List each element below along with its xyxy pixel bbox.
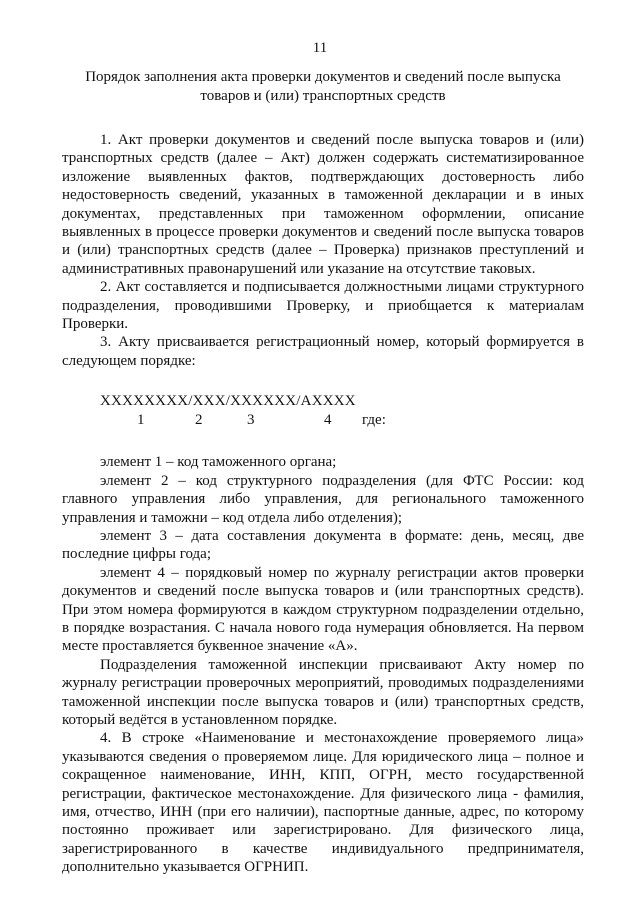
element-number-2: 2 (195, 412, 203, 429)
registration-number-pattern: XXXXXXXX/XXX/XXXXXX/AXXXX (100, 393, 356, 410)
registration-number-format (100, 392, 584, 431)
element-number-3: 3 (247, 412, 255, 429)
inspection-numbering-paragraph: Подразделения таможенной инспекции присваивают Акту номер по журналу регистрации проверочных мероприятий, проводимых подразделениями таможенной инспекции после выпуска товаров и (или) транспортных средств, который ведётся в установленном порядке. (62, 656, 584, 728)
element-3-description: элемент 3 – дата составления документа в формате: день, месяц, две последние цифры года; (62, 527, 584, 563)
document-body (62, 131, 584, 877)
paragraph-3: 3. Акту присваивается регистрационный номер, который формируется в следующем порядке: (62, 334, 584, 369)
element-2-description: элемент 2 – код структурного подразделения (для ФТС России: код главного управления либо управления, для регионального таможенного управления и таможни – код отдела либо отделения); (62, 472, 584, 526)
element-numbers (100, 411, 584, 431)
page-number: 11 (312, 40, 328, 56)
paragraph-1: 1. Акт проверки документов и сведений после выпуска товаров и (или) транспортных средств (далее – Акт) должен содержать систематизированное изложение выявленных фактов, подтверждающих достоверность либо недостоверность сведений, указанных в таможенной декларации и в иных документах, представленных при таможенном оформлении, описание выявленных в процессе проверки документов и сведений после выпуска товаров и (или) транспортных средств (далее – Проверка) признаков преступлений и административных правонарушений или указание на отсутствие таковых. (62, 132, 584, 277)
element-number-1: 1 (137, 412, 145, 429)
paragraph-2: 2. Акт составляется и подписывается должностными лицами структурного подразделения, проводившими Проверку, и приобщается к материалам Проверки. (62, 279, 584, 333)
element-number-4: 4 (324, 412, 332, 429)
where-label: где: (362, 412, 386, 429)
document-title: Порядок заполнения акта проверки документов и сведений после выпуска товаров и (или) транспортных средств (85, 69, 561, 104)
paragraph-4: 4. В строке «Наименование и местонахождение проверяемого лица» указываются сведения о проверяемом лице. Для юридического лица – полное и сокращенное наименование, ИНН, КПП, ОГРН, место государственной регистрации, фактическое местонахождение. Для физического лица - фамилия, имя, отчество, ИНН (при его наличии), паспортные данные, адрес, по которому постоянно проживает или зарегистрировано. Для физического лица, зарегистрированного в качестве индивидуального предпринимателя, дополнительно указывается ОГРНИП. (62, 730, 584, 876)
element-4-description: элемент 4 – порядковый номер по журналу регистрации актов проверки документов и сведений после выпуска товаров и (или транспортных средств). При этом номера формируются в каждом структурном подразделении отдельно, в порядке возрастания. С начала нового года нумерация обновляется. На первом месте проставляется буквенное значение «А». (62, 564, 584, 655)
element-1-description: элемент 1 – код таможенного органа; (100, 454, 337, 471)
elements-list (62, 453, 584, 876)
